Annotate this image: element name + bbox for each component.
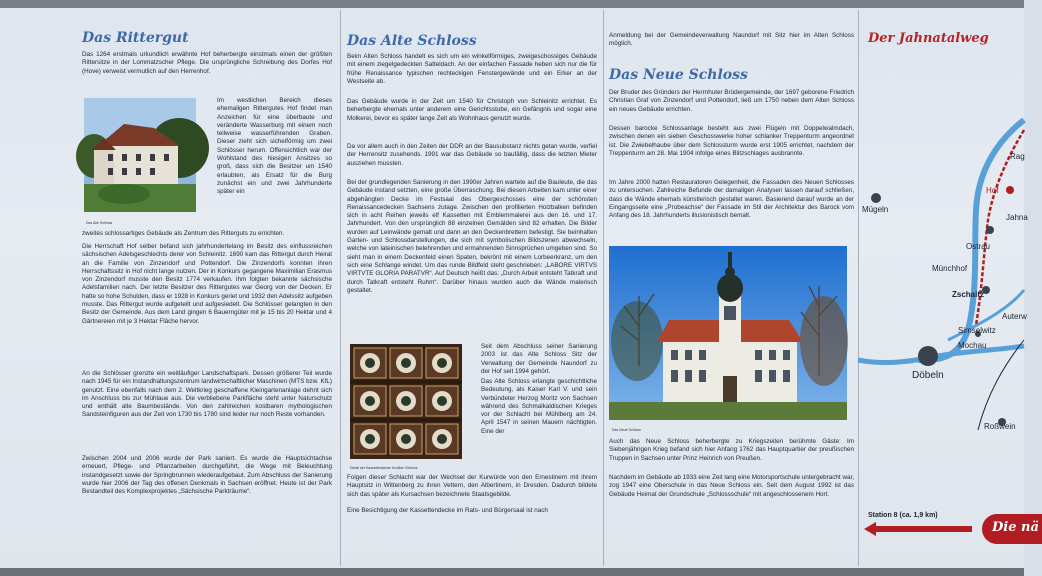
rittergut-side-text: Im westlichen Bereich dieses ehemaligen Rittergutes Hof findet man Anzeichen für eine überbaute und veränderte Wasserburg mit einem noch teilweise wasserführenden Graben. Dieser zieht sich sichelförmig um zwei Schlösser herum. Offensichtlich war der Wohlstand des hiesigen Ansitzes so groß, dass sich die Besitzer um 1540 erlaubten, als Ersatz für die Burg zunächst ein und zwei Jahrhunderte später ein	[217, 97, 332, 196]
map-label-mochau: Mochau	[958, 341, 987, 350]
rittergut-intro: Das 1264 erstmals urkundlich erwähnte Hof beherbergte einstmals einen der größten Rittersitze in der Lommatzscher Pflege. Die ursprüngliche Schreibung des Dorfes Hof (Hove) verweist vermutlich auf den Herrenhof.	[82, 51, 332, 75]
river-jahna	[918, 120, 1024, 360]
map-dot-ostrau	[986, 226, 994, 234]
map-label-ragewitz: Rag	[1010, 152, 1025, 161]
heading-alte-schloss: Das Alte Schloss	[347, 33, 477, 49]
alte-schloss-side-text-2: Das Alte Schloss erlangte geschichtliche Bedeutung, als Kaiser Karl V. und sein Verbündeter Herzog Moritz von Sachsen während des Schmalkaldischen Krieges vor der Schlacht bei Mühlberg am 24. April 1547 in seinen Mauern nächtigten. Eine der	[481, 378, 597, 435]
neue-schloss-top-text: Anmeldung bei der Gemeindeverwaltung Naundorf mit Sitz hier im Alten Schloss möglich.	[609, 32, 854, 48]
map-dot-dobeln	[918, 346, 938, 366]
alte-schloss-p5: Folgen dieser Schlacht war der Wechsel der Kurwürde von den Ernestinern mit ihrem Hauptsitz in Wittenberg zu ihren Vettern, den Albertinern, in Dresden. Dadurch bildete sich das später als Kursachsen bezeichnete Staatsgebilde.	[347, 474, 597, 498]
neue-schloss-p2: Dessen barocke Schlossanlage besteht aus zwei Flügeln mit Doppelwalmdach, zwischen denen ein sieben Geschosswerke hoher schlanker Treppenturm angeordnet ist. Die Zwiebelhaube über dem Schlossturm wurde erst 1905 errichtet, nachdem der Treppenturm am 28. Mai 1904 infolge eines Blitzschlages ausbrannte.	[609, 125, 854, 157]
next-station-badge	[982, 514, 1042, 544]
column-divider	[603, 10, 604, 566]
column-divider	[340, 10, 341, 566]
map-label-dobeln: Döbeln	[912, 370, 944, 381]
photo-neue-schloss	[609, 246, 847, 420]
road-line	[978, 340, 1024, 430]
rittergut-park: An die Schlösser grenzte ein weitläufiger Landschaftspark. Dessen größerer Teil wurde nach 1945 für ein Instandhaltungszentrum landwirtschaftlicher Maschinen (MTS bzw. KfL) genutzt. Eine ebenfalls nach dem 2. Weltkrieg geschaffene Kleingartenanlage dehnt sich im Anschluss bis zur Mühlaue aus. Die verbliebene Parkfläche steht unter Naturschutz und enthält alte Baumbestände. Von den zahlreichen kostbaren mythologischen Sandsteinfiguren aus der Zeit von 1730 bis 1780 sind leider nur noch Reste vorhanden.	[82, 370, 332, 419]
alte-schloss-p1: Beim Alten Schloss handelt es sich um ein winkelförmiges, zweigeschossiges Gebäude mit einem ziegelgedeckten Satteldach. An der einfachen Fassade heben sich nur die für frühe Renaissance typischen rechteckigen Fenstergewände und ein Erker an der Westseite ab.	[347, 53, 597, 85]
map-label-simselwitz: Simselwitz	[958, 326, 996, 335]
station-label: Station 8 (ca. 1,9 km)	[868, 512, 938, 519]
map-label-jahna: Jahna	[1006, 213, 1028, 222]
rittergut-side-text-end: zweites schlossartiges Gebäude als Zentrum des Ritterguts zu errichten.	[82, 230, 285, 237]
next-station-badge-text: Die nä	[992, 520, 1039, 535]
map-label-hof: Hof	[986, 186, 999, 195]
map-label-ostrau: Ostrau	[966, 242, 991, 251]
route-map	[858, 60, 1024, 500]
alte-schloss-image	[84, 98, 196, 212]
board-frame-bottom	[0, 568, 1024, 576]
alte-schloss-p3: Da vor allem auch in den Zeiten der DDR an der Bausubstanz nichts getan wurde, verfiel der Herrensitz zusehends. 1991 war das Gebäude so baufällig, dass die letzten Mieter ausziehen mussten.	[347, 143, 597, 167]
heading-rittergut: Das Rittergut	[82, 30, 189, 46]
heading-jahnatalweg: Der Jahnatalweg	[868, 31, 989, 46]
caption-kassettendecke: Detail der Kassettendecke im Alten Schloss	[350, 466, 418, 470]
rittergut-history: Die Herrschaft Hof selber befand sich jahrhundertelang im Besitz des einflussreichen sächsischen Adelsgeschlechts derer von Schleinitz. 1690 kam das Rittergut durch Heirat an die Familie von Zinzendorf und Pottendorf. Die Zinzendorfs konnten ihren Herrschaftssitz in Hof nicht lange nutzen. Der in Konkurs gegangene Maximilian Erasmus von Zinzendorf musste den Besitz 1774 verkaufen. Ihm folgten bekannte sächsische Adelsfamilien nach. Der letzte Besitzer des Rittergutes war Georg von der Decken. Er hatte so hohe Schulden, dass er 1928 in Konkurs geriet und 1932 den Adelssitz aufgeben musste. Das Rittergut wurde aufgeteilt und aufgesiedelt. Die Schlösser gelangten in den Besitz der Gemeinde. Aus dem Land gingen 6 Bauerngüter mit je 15 bis 20 Hektar und 4 Gärtnereien mit je 3 Hektar Fläche hervor.	[82, 243, 332, 325]
photo-kassettendecke	[350, 344, 462, 459]
board-frame-top	[0, 0, 1024, 8]
caption-neue-schloss: Das Neue Schloss	[612, 428, 641, 432]
alte-schloss-p4: Bei der grundlegenden Sanierung in den 1990er Jahren wartete auf die Bauleute, die das Gebäude instand setzten, eine große Überraschung. Bei diesen Arbeiten kam unter einer abgehängten Decke im Festsaal des Obergeschosses eine der schönsten Renaissancedecken Sachsens zutage. Zwischen den profilierten Holzbalken befinden sich in acht Reihen jeweils elf Kassetten mit Emblemmalerei aus den 16. und 17. Jahrhundert. Von den ursprünglich 88 einzelnen Gemälden sind 82 erhalten. Die Bilder wurden auf Leinwände gemalt und dann an den Deckenbrettern befestigt. Sie beinhalten Garten- und Schlossdarstellungen, die sich mit symbolischen Bildszenen abwechseln, welche von lateinischen belehrenden und ermahnenden Sinnsprüchen umgeben sind. So sieht man in einem Deckenfeld einen Spaten, bekrönt mit einem Lorbeerkranz, um den sich eine Schlange windet. Um das runde Bildfeld steht geschrieben: „LABORE VIRTVS VIRTVTE GLORIA PARATVR“. Auf Deutsch heißt das: „Durch Arbeit entsteht Tatkraft und durch Tatkraft entsteht Ruhm“. Darüber hinaus wurden auch die Wände malerisch gestaltet.	[347, 179, 597, 294]
alte-schloss-p6: Eine Besichtigung der Kassettendecke im Rats- und Bürgersaal ist nach	[347, 507, 548, 514]
neue-schloss-p3: Im Jahre 2000 hatten Restauratoren Gelegenheit, die Fassaden des Neuen Schlosses zu untersuchen. Zahlreiche Befunde der damaligen Analysen lassen darauf schließen, dass die Wände ehemals künstlerisch gestaltet waren. Basierend darauf wurde an der Eingangsseite eine „Probeachse“ der Fassade im Stil der Architektur des Barock vom Anfang des 18. Jahrhunderts illusionistisch bemalt.	[609, 179, 854, 220]
map-dot-hof	[1006, 186, 1014, 194]
caption-alte-schloss: Das Alte Schloss	[86, 221, 113, 225]
photo-alte-schloss	[84, 98, 196, 212]
neue-schloss-p5: Nachdem im Gebäude ab 1933 eine Zeit lang eine Motorsportschule untergebracht war, zog 1947 eine Oberschule in das Neue Schloss ein. Seit dem August 1992 ist das Gebäude Heimat der Grundschule „Schlossschule“ mit angeschlossenem Hort.	[609, 474, 854, 498]
map-label-rosswein: Roßwein	[984, 422, 1016, 431]
map-label-munchhof: Münchhof	[932, 264, 968, 273]
neue-schloss-p1: Der Bruder des Gründers der Herrnhuter Brüdergemeinde, der 1697 geborene Friedrich Christian Graf von Zinzendorf und Pottendorf, ließ um 1750 neben dem Alten Schloss ein neues Gebäude errichten.	[609, 89, 854, 113]
heading-neue-schloss: Das Neue Schloss	[609, 67, 748, 83]
alte-schloss-side-text: Seit dem Abschluss seiner Sanierung 2003 ist das Alte Schloss Sitz der Verwaltung der Gemeinde Naundorf zu der Hof seit 1994 gehört.	[481, 343, 597, 375]
map-label-zschaitz: Zschaitz	[952, 290, 985, 299]
map-label-mugeln: Mügeln	[862, 205, 889, 214]
neue-schloss-p4: Auch das Neue Schloss beherbergte zu Kriegszeiten berühmte Gäste: Im Siebenjährigen Krieg befand sich hier Anfang 1762 das Hauptquartier der preußischen Truppen in Sachsen unter Prinz Heinrich von Preußen.	[609, 438, 854, 462]
map-label-auterwitz: Auterw	[1002, 312, 1027, 321]
alte-schloss-p2: Das Gebäude wurde in der Zeit um 1540 für Christoph von Schleinitz errichtet. Es beherbergte ehemals unter anderem eine Gerichtsstube, ein Gefängnis und sogar eine Molkerei, bevor es später lange Zeit als Wohnhaus genutzt wurde.	[347, 98, 597, 122]
kassettendecke-image	[350, 344, 462, 459]
map-dot-mugeln	[871, 193, 881, 203]
station-arrow-icon	[864, 522, 972, 536]
neue-schloss-image	[609, 246, 847, 420]
rittergut-park-sanierung: Zwischen 2004 und 2006 wurde der Park saniert. Es wurde die Hauptsichtachse erneuert, Pflege- und Pflanzarbeiten durchgeführt, die Wege mit Beleuchtung instandgesetzt sowie der Springbrunnen wiederaufgebaut. Zum Abschluss der Sanierung wurde hier 2006 der Tag des offenen Denkmals in Sachsen eröffnet. Heute ist der Park Bestandteil des Komplexprojektes „Sächsische Parkträume“.	[82, 455, 332, 496]
